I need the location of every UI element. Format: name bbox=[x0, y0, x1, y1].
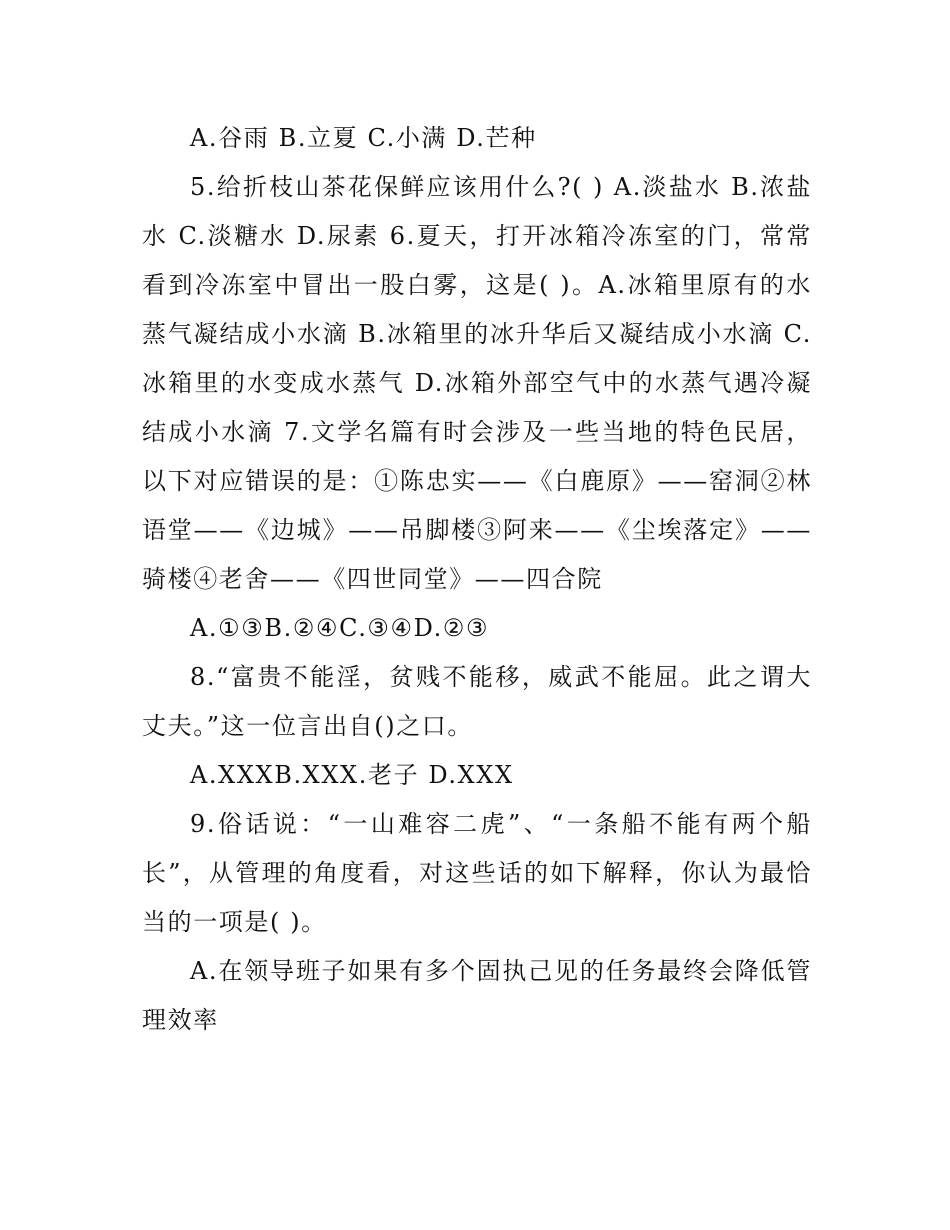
question-9: 9.俗话说：“一山难容二虎”、“一条船不能有两个船长”，从管理的角度看，对这些话的如下解释，你认为最恰当的一项是( )。 bbox=[142, 810, 812, 936]
question-8: 8.“富贵不能淫，贫贱不能移，威武不能屈。此之谓大丈夫。”这一位言出自()之口。 bbox=[142, 663, 812, 740]
document-body bbox=[142, 114, 812, 1045]
questions-5-to-7: 5.给折枝山茶花保鲜应该用什么?( ) A.淡盐水 B.浓盐水 C.淡糖水 D.尿素 6.夏天，打开冰箱冷冻室的门，常常看到冷冻室中冒出一股白雾，这是( )。A.冰箱里原有的水蒸气凝结成小水滴 B.冰箱里的冰升华后又凝结成小水滴 C.冰箱里的水变成水蒸气 D.冰箱外部空气中的水蒸气遇冷凝结成小水滴 7.文学名篇有时会涉及一些当地的特色民居，以下对应错误的是：①陈忠实——《白鹿原》——窑洞②林语堂——《边城》——吊脚楼③阿来——《尘埃落定》——骑楼④老舍——《四世同堂》——四合院 bbox=[142, 173, 812, 593]
answer-option-q9-a: A.在领导班子如果有多个固执己见的任务最终会降低管理效率 bbox=[142, 957, 812, 1034]
answer-options-q8: A.XXXB.XXX.老子 D.XXX bbox=[190, 761, 514, 789]
answer-options-q4: A.谷雨 B.立夏 C.小满 D.芒种 bbox=[190, 124, 537, 152]
answer-options-q7: A.①③B.②④C.③④D.②③ bbox=[190, 614, 490, 642]
